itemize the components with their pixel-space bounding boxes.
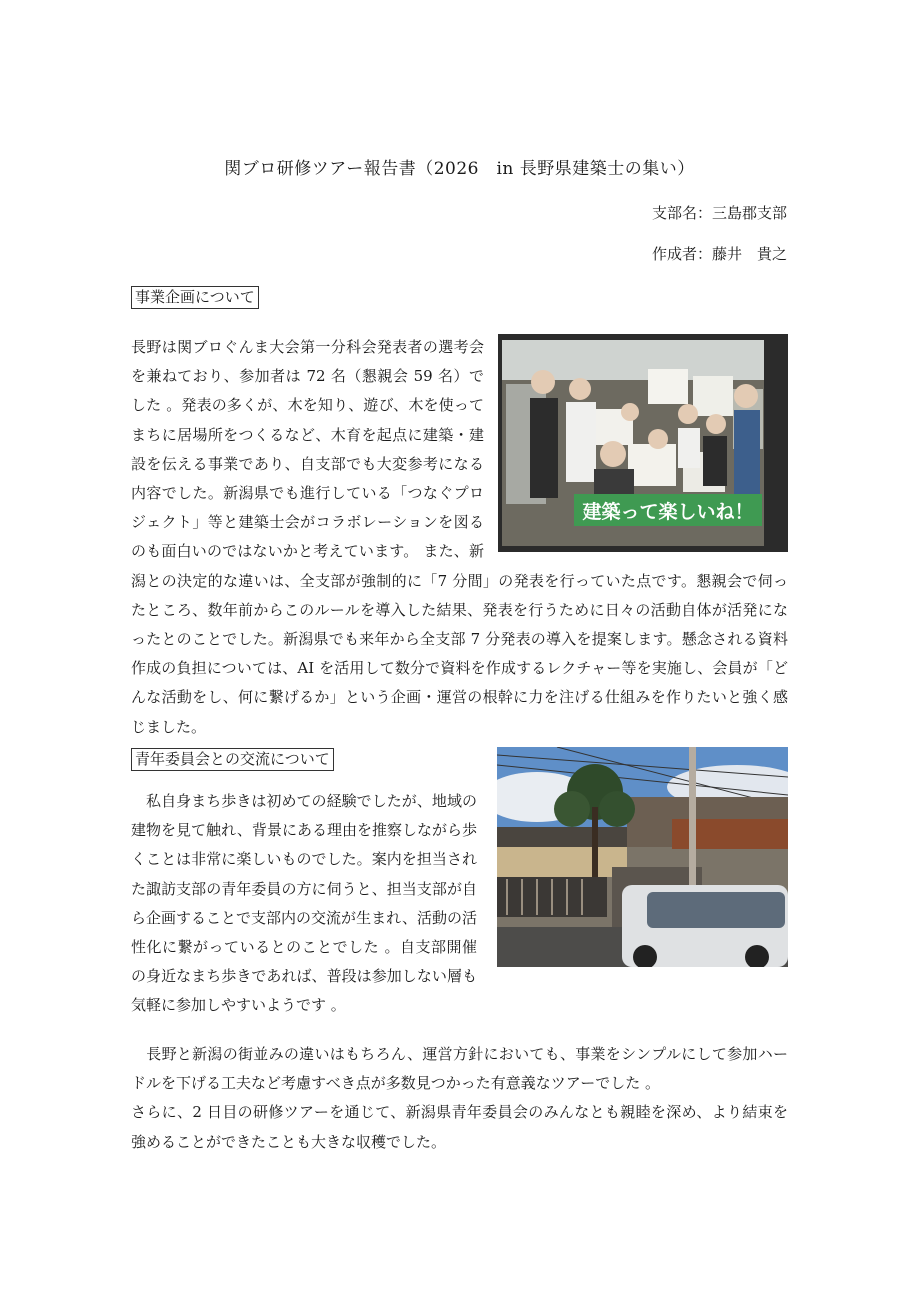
group-photo	[498, 334, 788, 552]
exchange-section-body	[131, 787, 788, 1021]
section-heading-planning: 事業企画について	[131, 286, 259, 309]
exchange-paragraph-2: 長野と新潟の街並みの違いはもちろん、運営方針においても、事業をシンプルにして参加ハードルを下げる工夫など考慮すべき点が多数見つかった有意義なツアーでした 。	[131, 1045, 788, 1093]
photo-caption: 建築って楽しいね！	[582, 501, 754, 523]
branch-name: 支部名：三島郡支部	[651, 204, 787, 222]
closing-section-body	[131, 1040, 788, 1157]
planning-section-body	[131, 333, 788, 742]
document-title: 関ブロ研修ツアー報告書（2026 in 長野県建築士の集い）	[224, 159, 695, 179]
group-photo-illustration	[498, 334, 788, 552]
street-photo-illustration	[497, 747, 788, 967]
exchange-paragraph-3: さらに、2 日目の研修ツアーを通じて、新潟県青年委員会のみんなとも親睦を深め、より結束を強めることができたことも大きな収穫でした。	[131, 1103, 788, 1151]
street-photo	[497, 747, 788, 967]
exchange-paragraph-1: 私自身まち歩きは初めての経験でしたが、地域の建物を見て触れ、背景にある理由を推察しながら歩くことは非常に楽しいものでした。案内を担当された諏訪支部の青年委員の方に伺うと、担当支部が自ら企画することで支部内の交流が生まれ、活動の活性化に繋がっているとのことでした 。自支部開催の身近なまち歩きであれば、普段は参加しない層も気軽に参加しやすいようです 。	[131, 792, 477, 1015]
author-name: 作成者：藤井 貴之	[651, 245, 787, 263]
section-heading-exchange: 青年委員会との交流について	[131, 748, 334, 771]
planning-paragraph: 長野は関ブロぐんま大会第一分科会発表者の選考会を兼ねており、参加者は 72 名（懇親会 59 名）でした 。発表の多くが、木を知り、遊び、木を使ってまちに居場所をつくるなど、木育を起点に建築・建設を伝える事業であり、自支部でも大変参考になる内容でした。新潟県でも進行している「つなぐプロジェクト」等と建築士会がコラボレーションを図るのも面白いのではないかと考えています。 また、新潟との決定的な違いは、全支部が強制的に「7 分間」の発表を行っていた点です。懇親会で伺ったところ、数年前からこのルールを導入した結果、発表を行うために日々の活動自体が活発になったとのことでした。新潟県でも来年から全支部 7 分発表の導入を提案します。懸念される資料作成の負担については、AI を活用して数分で資料を作成するレクチャー等を実施し、会員が「どんな活動をし、何に繋げるか」という企画・運営の根幹に力を注げる仕組みを作りたいと強く感じました。	[131, 338, 788, 736]
